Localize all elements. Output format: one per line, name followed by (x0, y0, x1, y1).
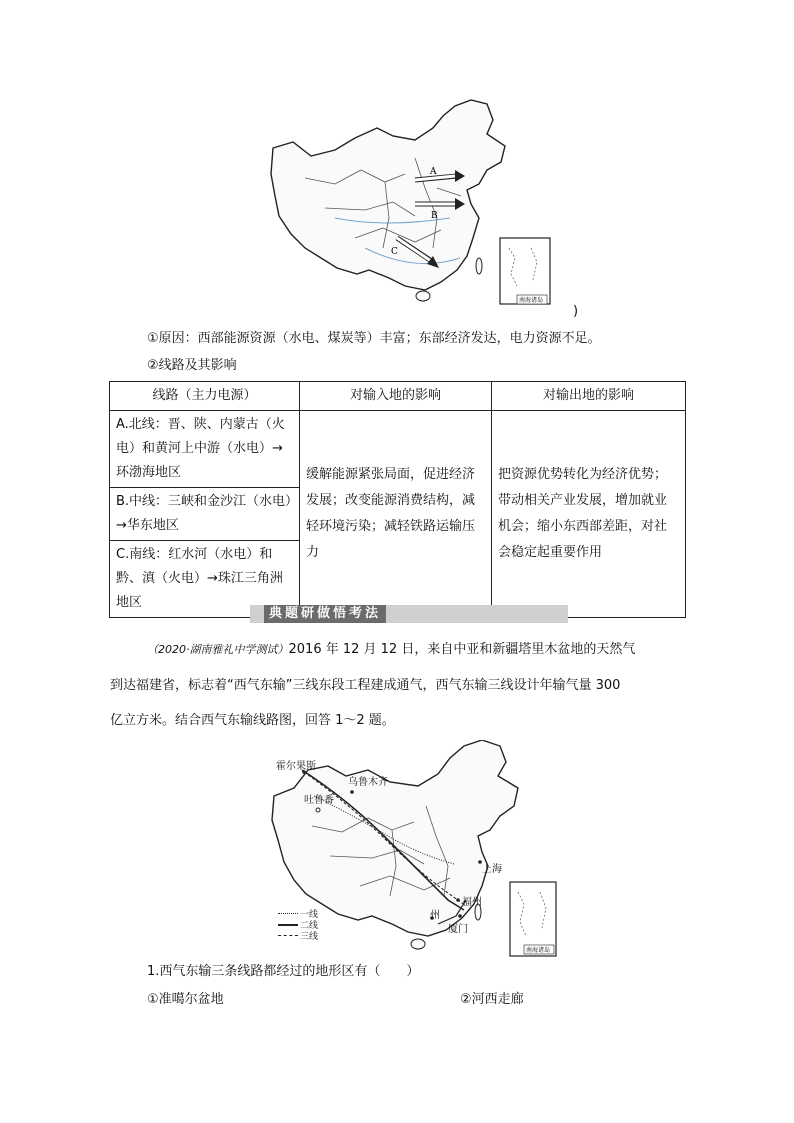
legend-item (278, 930, 338, 941)
label-b: B (431, 211, 438, 221)
output-impact: 把资源优势转化为经济优势；带动相关产业发展，增加就业机会；缩小东西部差距，对社会稳定起重要作用 (492, 411, 686, 618)
city-turpan: 吐鲁番 (304, 795, 334, 806)
routes-heading: ②线路及其影响 (147, 358, 237, 373)
label-a: A (430, 167, 437, 177)
table-header: 线路（主力电源） (110, 382, 300, 411)
south-china-sea-inset (500, 238, 550, 304)
table-header: 对输入地的影响 (300, 382, 492, 411)
power-transmission-map (265, 98, 565, 308)
legend-label: 二线 (300, 921, 319, 931)
question-intro-line1 (147, 640, 635, 660)
label-c: C (391, 247, 398, 257)
inset-label: 南海诸岛 (519, 297, 544, 304)
city-shanghai: 上海 (482, 864, 502, 875)
map1-close-paren: ) (573, 304, 579, 319)
inset-label: 南海诸岛 (526, 947, 551, 954)
route-north: A.北线：晋、陕、内蒙古（火电）和黄河上中游（水电）→环渤海地区 (110, 411, 300, 488)
west-east-gas-map (268, 740, 560, 962)
question-intro-line3: 亿立方米。结合西气东输线路图，回答 1～2 题。 (110, 713, 395, 728)
input-impact: 缓解能源紧张局面，促进经济发展；改变能源消费结构，减轻环境污染；减轻铁路运输压力 (300, 411, 492, 618)
banner-title: 典题研做悟考法 (264, 605, 386, 623)
question1-option[interactable]: ①准噶尔盆地 (147, 992, 224, 1007)
city-xiamen: 厦门 (448, 924, 468, 935)
table-header: 对输出地的影响 (492, 382, 686, 411)
table-row (110, 411, 686, 488)
map-legend (278, 908, 338, 941)
question1-option[interactable]: ②河西走廊 (460, 992, 524, 1007)
question-intro-line2: 到达福建省，标志着“西气东输”三线东段工程建成通气，西气东输三线设计年输气量 300 (110, 678, 621, 693)
question1-stem: 1.西气东输三条线路都经过的地形区有（ ） (147, 964, 420, 979)
city-urumqi: 乌鲁木齐 (348, 777, 388, 788)
legend-label: 一线 (300, 910, 319, 920)
question-source: （2020·湖南雅礼中学测试） (147, 643, 289, 656)
route-middle: B.中线：三峡和金沙江（水电）→华东地区 (110, 488, 300, 541)
china-border (271, 100, 505, 290)
reason-line: ①原因：西部能源资源（水电、煤炭等）丰富；东部经济发达，电力资源不足。 (147, 331, 601, 346)
intro-text-1: 2016 年 12 月 12 日，来自中亚和新疆塔里木盆地的天然气 (288, 642, 636, 657)
south-china-sea-inset (510, 882, 556, 956)
china-outline-map-1 (265, 98, 565, 308)
table-header-row (110, 382, 686, 411)
city-horgos: 霍尔果斯 (276, 761, 316, 772)
legend-label: 三线 (300, 932, 319, 942)
route-south: C.南线：红水河（水电）和黔、滇（火电）→珠江三角洲地区 (110, 541, 300, 618)
routes-table (109, 381, 686, 618)
section-banner (250, 605, 568, 623)
city-guangzhou: 州 (430, 910, 440, 921)
city-fuzhou: 福州 (462, 897, 482, 908)
